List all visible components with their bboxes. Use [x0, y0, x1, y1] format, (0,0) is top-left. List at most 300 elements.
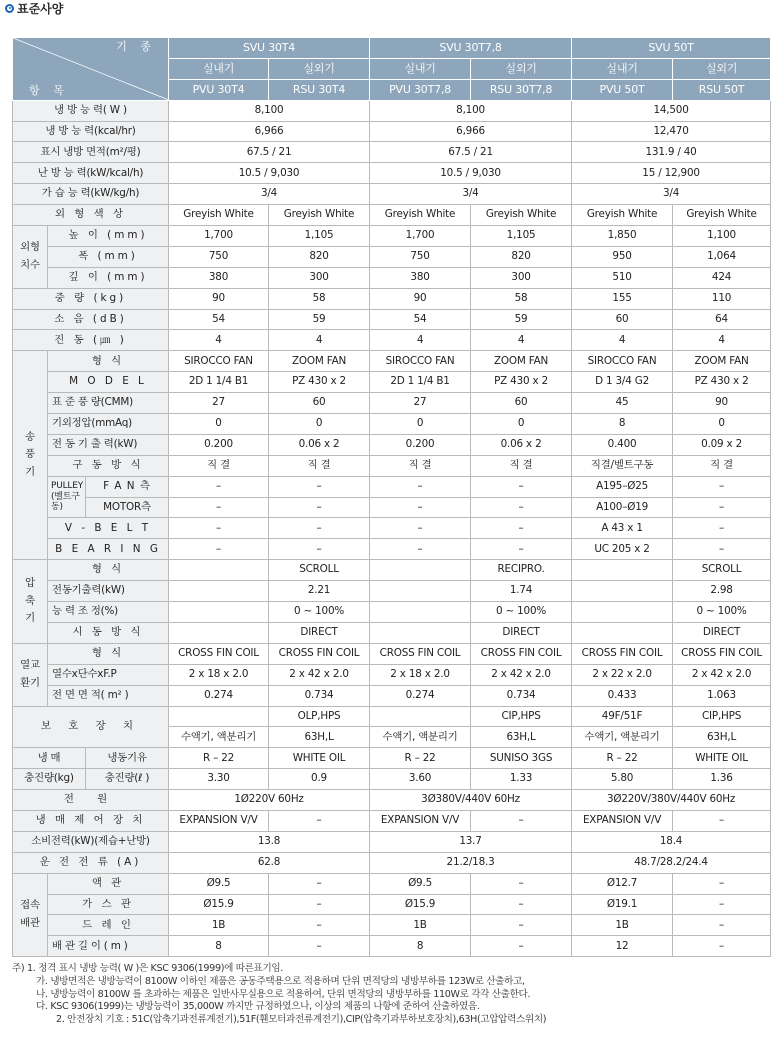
- cell: 27: [370, 393, 471, 414]
- group-label-compressor: 압 축 기: [13, 560, 48, 644]
- cell: 59: [471, 309, 572, 330]
- cell: CROSS FIN COIL: [471, 643, 572, 664]
- spec-table: [12, 37, 771, 957]
- cell: SIROCCO FAN: [572, 351, 673, 372]
- cell: D 1 3/4 G2: [572, 372, 673, 393]
- row-fan-motor: [13, 434, 771, 455]
- cell: –: [169, 476, 269, 497]
- row-label: 전동기출력(kW): [48, 581, 169, 602]
- cell: WHITE OIL: [673, 748, 771, 769]
- cell: 0 ~ 100%: [269, 602, 370, 623]
- cell: –: [269, 894, 370, 915]
- cell: ZOOM FAN: [471, 351, 572, 372]
- bullet-icon: [5, 4, 14, 13]
- cell: 300: [471, 267, 572, 288]
- row-gas: [13, 894, 771, 915]
- cell: [572, 560, 673, 581]
- cell: –: [673, 476, 771, 497]
- cell: 8: [370, 936, 471, 957]
- sub-model-name: PVU 30T4: [169, 79, 269, 100]
- cell: CROSS FIN COIL: [673, 643, 771, 664]
- cell: 110: [673, 288, 771, 309]
- row-current: [13, 852, 771, 873]
- cell: CIP,HPS: [471, 706, 572, 727]
- sub-model-name: PVU 30T7,8: [370, 79, 471, 100]
- cell: 수액기, 액분리기: [169, 727, 269, 748]
- row-label: 깊 이 (mm): [48, 267, 169, 288]
- row-protect-top: [13, 706, 771, 727]
- cell: 58: [471, 288, 572, 309]
- cell: –: [471, 810, 572, 831]
- cell: 21.2/18.3: [370, 852, 572, 873]
- row-label: V - B E L T: [48, 518, 169, 539]
- cell: 0.433: [572, 685, 673, 706]
- header-hangmok: 항 목: [29, 83, 69, 97]
- cell: 0: [471, 414, 572, 435]
- cell: 1,850: [572, 226, 673, 247]
- cell: 14,500: [572, 100, 771, 121]
- row-label: 능 력 조 정(%): [48, 602, 169, 623]
- cell: 1Ø220V 60Hz: [169, 790, 370, 811]
- row-label: 시 동 방 식: [48, 622, 169, 643]
- cell: SCROLL: [269, 560, 370, 581]
- cell: WHITE OIL: [269, 748, 370, 769]
- model-name: SVU 30T7,8: [370, 38, 572, 59]
- cell: 54: [169, 309, 269, 330]
- indoor-label: 실내기: [370, 58, 471, 79]
- cell: –: [471, 518, 572, 539]
- cell: 18.4: [572, 831, 771, 852]
- cell: UC 205 x 2: [572, 539, 673, 560]
- cell: 1,100: [673, 226, 771, 247]
- cell: 58: [269, 288, 370, 309]
- cell: –: [471, 894, 572, 915]
- section-title-text: 표준사양: [17, 1, 64, 16]
- cell: 2.21: [269, 581, 370, 602]
- row-label: 형 식: [48, 643, 169, 664]
- cell: 63H,L: [269, 727, 370, 748]
- cell: 49F/51F: [572, 706, 673, 727]
- cell: R – 22: [572, 748, 673, 769]
- cell: 5.80: [572, 769, 673, 790]
- cell: 1.74: [471, 581, 572, 602]
- cell: 직결/벨트구동: [572, 455, 673, 476]
- row-start: [13, 622, 771, 643]
- row-drive: [13, 455, 771, 476]
- cell: [370, 560, 471, 581]
- cell: R – 22: [169, 748, 269, 769]
- row-label: 형 식: [48, 560, 169, 581]
- row-front-area: [13, 685, 771, 706]
- row-cooling-kcal: [13, 121, 771, 142]
- refrigerant-label: 냉 매: [13, 748, 86, 769]
- cell: 1,700: [370, 226, 471, 247]
- cell: 0.200: [169, 434, 269, 455]
- cell: –: [471, 539, 572, 560]
- row-label: 냉 방 능 력( W ): [13, 100, 169, 121]
- row-pulley-motor: [13, 497, 771, 518]
- header-corner: [13, 38, 169, 101]
- cell: OLP,HPS: [269, 706, 370, 727]
- cell: [169, 581, 269, 602]
- cell: 90: [370, 288, 471, 309]
- cell: PZ 430 x 2: [269, 372, 370, 393]
- cell: A100–Ø19: [572, 497, 673, 518]
- sub-model-name: RSU 30T7,8: [471, 79, 572, 100]
- row-label: 운 전 전 류 (A): [13, 852, 169, 873]
- cell: –: [370, 497, 471, 518]
- cell: 90: [673, 393, 771, 414]
- row-vibration: [13, 330, 771, 351]
- outdoor-label: 실외기: [673, 58, 771, 79]
- cell: 64: [673, 309, 771, 330]
- cell: SCROLL: [673, 560, 771, 581]
- row-power: [13, 790, 771, 811]
- cell: RECIPRO.: [471, 560, 572, 581]
- cell: –: [471, 497, 572, 518]
- cell: PZ 430 x 2: [673, 372, 771, 393]
- cell: –: [269, 476, 370, 497]
- cell: 13.7: [370, 831, 572, 852]
- cell: –: [370, 518, 471, 539]
- cell: 10.5 / 9,030: [370, 163, 572, 184]
- cell: –: [673, 539, 771, 560]
- charge-label: 충진량(kg): [13, 769, 86, 790]
- row-bearing: [13, 539, 771, 560]
- cell: 60: [572, 309, 673, 330]
- row-label: 중 량 (kg): [13, 288, 169, 309]
- cell: –: [471, 476, 572, 497]
- cell: 45: [572, 393, 673, 414]
- cell: 1.063: [673, 685, 771, 706]
- cell: 59: [269, 309, 370, 330]
- cell: 380: [169, 267, 269, 288]
- footnote: 나. 냉방능력이 8100W 를 초과하는 제품은 일반사무실용으로 적용하여, 단위 면적당의 냉방부하를 110W로 각각 산출한다.: [36, 988, 531, 1000]
- cell: [169, 560, 269, 581]
- cell: 4: [471, 330, 572, 351]
- cell: 1,064: [673, 246, 771, 267]
- cell: 1,700: [169, 226, 269, 247]
- cell: 0 ~ 100%: [673, 602, 771, 623]
- sub-model-name: RSU 30T4: [269, 79, 370, 100]
- cell: 820: [471, 246, 572, 267]
- cell: DIRECT: [471, 622, 572, 643]
- cell: Greyish White: [673, 205, 771, 226]
- cell: –: [269, 518, 370, 539]
- cell: Ø19.1: [572, 894, 673, 915]
- row-hx-spec: [13, 664, 771, 685]
- row-label: 전 원: [13, 790, 169, 811]
- cell: 54: [370, 309, 471, 330]
- cell: [169, 706, 269, 727]
- group-label-dimensions: 외형 치수: [13, 226, 48, 289]
- row-label: 보 호 장 치: [13, 706, 169, 748]
- section-title: [5, 0, 63, 16]
- cell: –: [673, 894, 771, 915]
- group-label-piping: 접속 배관: [13, 873, 48, 957]
- cell: [572, 602, 673, 623]
- pulley-label: PULLEY (벨트구동): [48, 476, 86, 518]
- row-label: 열수x단수xF.P: [48, 664, 169, 685]
- row-label: MOTOR측: [86, 497, 169, 518]
- cell: 4: [370, 330, 471, 351]
- row-drain: [13, 915, 771, 936]
- cell: 8,100: [169, 100, 370, 121]
- row-label: F A N 측: [86, 476, 169, 497]
- row-label: 구 동 방 식: [48, 455, 169, 476]
- row-label: 난 방 능 력(kW/kcal/h): [13, 163, 169, 184]
- row-label: 전 면 면 적( m² ): [48, 685, 169, 706]
- cell: 60: [269, 393, 370, 414]
- cell: Ø12.7: [572, 873, 673, 894]
- cell: CROSS FIN COIL: [370, 643, 471, 664]
- row-label: 기외정압(mmAq): [48, 414, 169, 435]
- outdoor-label: 실외기: [471, 58, 572, 79]
- row-label: 표시 냉방 면적(m²/평): [13, 142, 169, 163]
- cell: –: [673, 518, 771, 539]
- cell: 1.36: [673, 769, 771, 790]
- footnote: 다. KSC 9306(1999)는 냉방능력이 35,000W 까지만 규정하였으나, 이상의 제품의 나항에 준하여 산출하였음.: [36, 1001, 480, 1013]
- cell: 67.5 / 21: [370, 142, 572, 163]
- cell: –: [673, 915, 771, 936]
- cell: 60: [471, 393, 572, 414]
- model-name: SVU 30T4: [169, 38, 370, 59]
- cell: 13.8: [169, 831, 370, 852]
- cell: –: [269, 873, 370, 894]
- group-label-fan: 송 풍 기: [13, 351, 48, 560]
- row-hx-type: [13, 643, 771, 664]
- indoor-label: 실내기: [169, 58, 269, 79]
- row-label: 배 관 길 이 ( m ): [48, 936, 169, 957]
- cell: –: [169, 497, 269, 518]
- footnote: 2. 안전장치 기호 : 51C(압축기과전류계전기),51F(휀모터과전류계전기),CIP(압축기과부하보호장치),63H(고압압력스위치): [56, 1014, 547, 1026]
- cell: 수액기, 액분리기: [370, 727, 471, 748]
- cell: SUNISO 3GS: [471, 748, 572, 769]
- cell: 950: [572, 246, 673, 267]
- cell: 4: [572, 330, 673, 351]
- cell: CROSS FIN COIL: [169, 643, 269, 664]
- cell: 0.274: [370, 685, 471, 706]
- cell: 3/4: [572, 184, 771, 205]
- cell: 8: [572, 414, 673, 435]
- row-heating: [13, 163, 771, 184]
- cell: 0: [169, 414, 269, 435]
- cell: –: [269, 936, 370, 957]
- row-comp-power: [13, 581, 771, 602]
- cell: 4: [169, 330, 269, 351]
- cell: 8: [169, 936, 269, 957]
- row-width: [13, 246, 771, 267]
- row-cooling-w: [13, 100, 771, 121]
- cell: [370, 622, 471, 643]
- cell: 0 ~ 100%: [471, 602, 572, 623]
- cell: 820: [269, 246, 370, 267]
- cell: ZOOM FAN: [673, 351, 771, 372]
- cell: 6,966: [370, 121, 572, 142]
- cell: –: [370, 539, 471, 560]
- row-label: 소비전력(kW)(제습+난방): [13, 831, 169, 852]
- cell: 0.06 x 2: [269, 434, 370, 455]
- cell: A195–Ø25: [572, 476, 673, 497]
- cell: [572, 581, 673, 602]
- cell: [370, 581, 471, 602]
- row-weight: [13, 288, 771, 309]
- cell: 27: [169, 393, 269, 414]
- row-label: 냉 매 제 어 장 치: [13, 810, 169, 831]
- row-airflow: [13, 393, 771, 414]
- cell: –: [673, 497, 771, 518]
- cell: 1,105: [269, 226, 370, 247]
- cell: 48.7/28.2/24.4: [572, 852, 771, 873]
- cell: 750: [169, 246, 269, 267]
- cell: 6,966: [169, 121, 370, 142]
- cell: 2D 1 1/4 B1: [169, 372, 269, 393]
- cell: DIRECT: [269, 622, 370, 643]
- cell: 300: [269, 267, 370, 288]
- cell: 3.30: [169, 769, 269, 790]
- cell: 67.5 / 21: [169, 142, 370, 163]
- cell: –: [169, 518, 269, 539]
- cell: Ø15.9: [169, 894, 269, 915]
- cell: –: [269, 915, 370, 936]
- row-color: [13, 205, 771, 226]
- row-label: M O D E L: [48, 372, 169, 393]
- row-label: 진 동 (㎛ ): [13, 330, 169, 351]
- cell: EXPANSION V/V: [370, 810, 471, 831]
- group-label-heat-exchanger: 열교 환기: [13, 643, 48, 706]
- cell: 직 결: [370, 455, 471, 476]
- cell: Greyish White: [269, 205, 370, 226]
- row-label: 가 습 능 력(kW/kg/h): [13, 184, 169, 205]
- cell: [572, 622, 673, 643]
- cell: 90: [169, 288, 269, 309]
- row-label: 소 음 (dB): [13, 309, 169, 330]
- cell: CROSS FIN COIL: [269, 643, 370, 664]
- cell: Greyish White: [169, 205, 269, 226]
- cell: 3Ø220V/380V/440V 60Hz: [572, 790, 771, 811]
- row-liquid: [13, 873, 771, 894]
- footnote: 주) 1. 정격 표시 냉방 능력( W )은 KSC 9306(1999)에 따른표기임.: [12, 963, 283, 974]
- row-model: [13, 372, 771, 393]
- cell: 1B: [572, 915, 673, 936]
- cell: EXPANSION V/V: [169, 810, 269, 831]
- cell: 0: [673, 414, 771, 435]
- cell: –: [269, 810, 370, 831]
- cell: 0.400: [572, 434, 673, 455]
- cell: 4: [673, 330, 771, 351]
- row-pipe-length: [13, 936, 771, 957]
- cell: SIROCCO FAN: [169, 351, 269, 372]
- cell: Greyish White: [471, 205, 572, 226]
- cell: 750: [370, 246, 471, 267]
- cell: 380: [370, 267, 471, 288]
- cell: 2.98: [673, 581, 771, 602]
- row-label: 냉 방 능 력(kcal/hr): [13, 121, 169, 142]
- row-label: 형 식: [48, 351, 169, 372]
- cell: 2 x 22 x 2.0: [572, 664, 673, 685]
- cell: 2 x 42 x 2.0: [471, 664, 572, 685]
- cell: Greyish White: [370, 205, 471, 226]
- row-refrig-amount: [13, 769, 771, 790]
- cell: [169, 602, 269, 623]
- cell: [370, 706, 471, 727]
- cell: 3/4: [169, 184, 370, 205]
- cell: –: [269, 539, 370, 560]
- cell: 2 x 18 x 2.0: [370, 664, 471, 685]
- cell: A 43 x 1: [572, 518, 673, 539]
- row-height: [13, 226, 771, 247]
- row-label: 높 이 (mm): [48, 226, 169, 247]
- cell: –: [269, 497, 370, 518]
- cell: 8,100: [370, 100, 572, 121]
- row-humid: [13, 184, 771, 205]
- cell: 3Ø380V/440V 60Hz: [370, 790, 572, 811]
- cell: –: [673, 936, 771, 957]
- row-pulley-fan: [13, 476, 771, 497]
- cell: 0: [269, 414, 370, 435]
- cell: 62.8: [169, 852, 370, 873]
- cell: 0.274: [169, 685, 269, 706]
- cell: –: [673, 873, 771, 894]
- cell: Ø15.9: [370, 894, 471, 915]
- row-label: 전 동 기 출 력(kW): [48, 434, 169, 455]
- cell: 424: [673, 267, 771, 288]
- cell: 131.9 / 40: [572, 142, 771, 163]
- cell: 0.06 x 2: [471, 434, 572, 455]
- row-label: 가 스 관: [48, 894, 169, 915]
- row-consumption: [13, 831, 771, 852]
- cell: DIRECT: [673, 622, 771, 643]
- cell: 1.33: [471, 769, 572, 790]
- cell: 1B: [370, 915, 471, 936]
- cell: PZ 430 x 2: [471, 372, 572, 393]
- cell: 1,105: [471, 226, 572, 247]
- cell: 155: [572, 288, 673, 309]
- cell: 직 결: [673, 455, 771, 476]
- row-label: B E A R I N G: [48, 539, 169, 560]
- cell: Ø9.5: [370, 873, 471, 894]
- row-label: 외 형 색 상: [13, 205, 169, 226]
- cell: 12: [572, 936, 673, 957]
- cell: 수액기, 액분리기: [572, 727, 673, 748]
- cell: Greyish White: [572, 205, 673, 226]
- cell: Ø9.5: [169, 873, 269, 894]
- cell: 0.09 x 2: [673, 434, 771, 455]
- row-refrig-oil: [13, 748, 771, 769]
- indoor-label: 실내기: [572, 58, 673, 79]
- cell: EXPANSION V/V: [572, 810, 673, 831]
- cell: –: [471, 873, 572, 894]
- sub-model-name: RSU 50T: [673, 79, 771, 100]
- sub-model-name: PVU 50T: [572, 79, 673, 100]
- row-area: [13, 142, 771, 163]
- header-row-models: [13, 38, 771, 59]
- row-label: 드 레 인: [48, 915, 169, 936]
- cell: 직 결: [471, 455, 572, 476]
- row-comp-type: [13, 560, 771, 581]
- cell: 2D 1 1/4 B1: [370, 372, 471, 393]
- row-label: 충진량(ℓ ): [86, 769, 169, 790]
- row-capacity: [13, 602, 771, 623]
- row-static: [13, 414, 771, 435]
- cell: 직 결: [169, 455, 269, 476]
- cell: 2 x 18 x 2.0: [169, 664, 269, 685]
- row-label: 폭 (mm): [48, 246, 169, 267]
- cell: 10.5 / 9,030: [169, 163, 370, 184]
- cell: 0.200: [370, 434, 471, 455]
- cell: ZOOM FAN: [269, 351, 370, 372]
- cell: 0.9: [269, 769, 370, 790]
